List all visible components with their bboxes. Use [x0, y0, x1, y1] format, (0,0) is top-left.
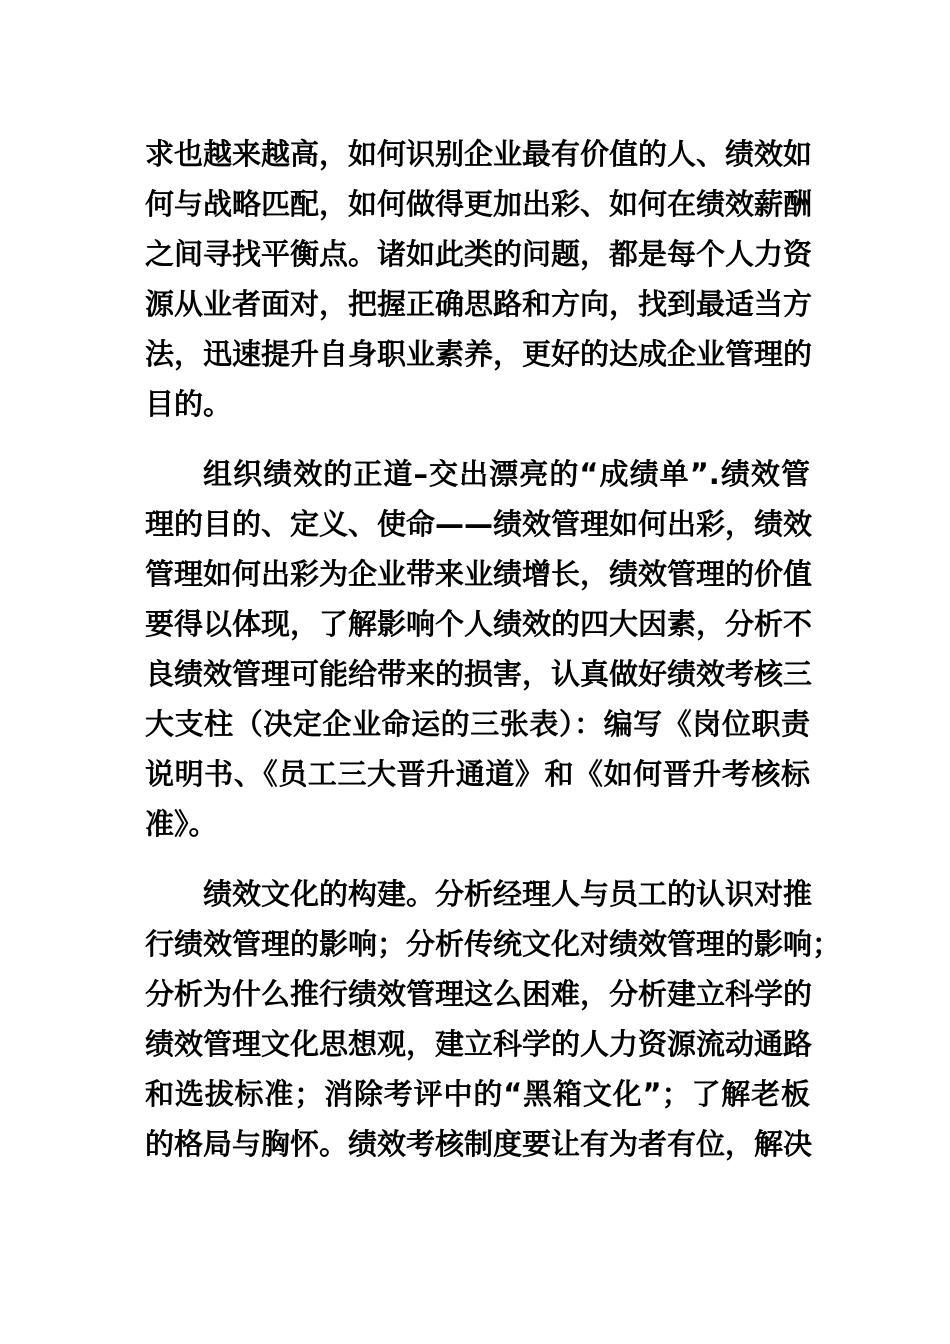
paragraph-2-line-5: 良绩效管理可能给带来的损害，认真做好绩效考核三 [145, 657, 813, 691]
paragraph-1-line-5: 法，迅速提升自身职业素养，更好的达成企业管理的 [145, 337, 813, 371]
paragraph-2-line-4: 要得以体现，了解影响个人绩效的四大因素，分析不 [145, 607, 813, 641]
paragraph-3-line-5: 和选拔标准；消除考评中的“黑箱文化”；了解老板 [145, 1077, 810, 1111]
paragraph-1-line-1: 求也越来越高，如何识别企业最有价值的人、绩效如 [145, 137, 813, 171]
paragraph-1-line-2: 何与战略匹配，如何做得更加出彩、如何在绩效薪酬 [145, 187, 813, 221]
paragraph-3-line-4: 绩效管理文化思想观，建立科学的人力资源流动通路 [145, 1027, 813, 1061]
paragraph-2-line-3: 管理如何出彩为企业带来业绩增长，绩效管理的价值 [145, 557, 813, 591]
paragraph-1-line-4: 源从业者面对，把握正确思路和方向，找到最适当方 [145, 287, 813, 321]
paragraph-3-line-6: 的格局与胸怀。绩效考核制度要让有为者有位，解决 [145, 1127, 813, 1161]
paragraph-2-line-7: 说明书、《员工三大晋升通道》和《如何晋升考核标 [145, 757, 810, 791]
paragraph-3-line-1: 绩效文化的构建。分析经理人与员工的认识对推 [203, 877, 813, 911]
paragraph-3-line-3: 分析为什么推行绩效管理这么困难，分析建立科学的 [145, 977, 813, 1011]
paragraph-2-line-1: 组织绩效的正道–交出漂亮的“成绩单”.绩效管 [203, 457, 810, 491]
paragraph-2-line-6: 大支柱（决定企业命运的三张表）：编写《岗位职责 [145, 707, 810, 741]
paragraph-2-line-8: 准》。 [145, 807, 218, 841]
paragraph-1-line-6: 目的。 [145, 387, 233, 421]
paragraph-3-line-2: 行绩效管理的影响；分析传统文化对绩效管理的影响； [145, 927, 842, 961]
paragraph-2-line-2: 理的目的、定义、使命——绩效管理如何出彩，绩效 [145, 507, 813, 541]
paragraph-1-line-3: 之间寻找平衡点。诸如此类的问题，都是每个人力资 [145, 237, 813, 271]
